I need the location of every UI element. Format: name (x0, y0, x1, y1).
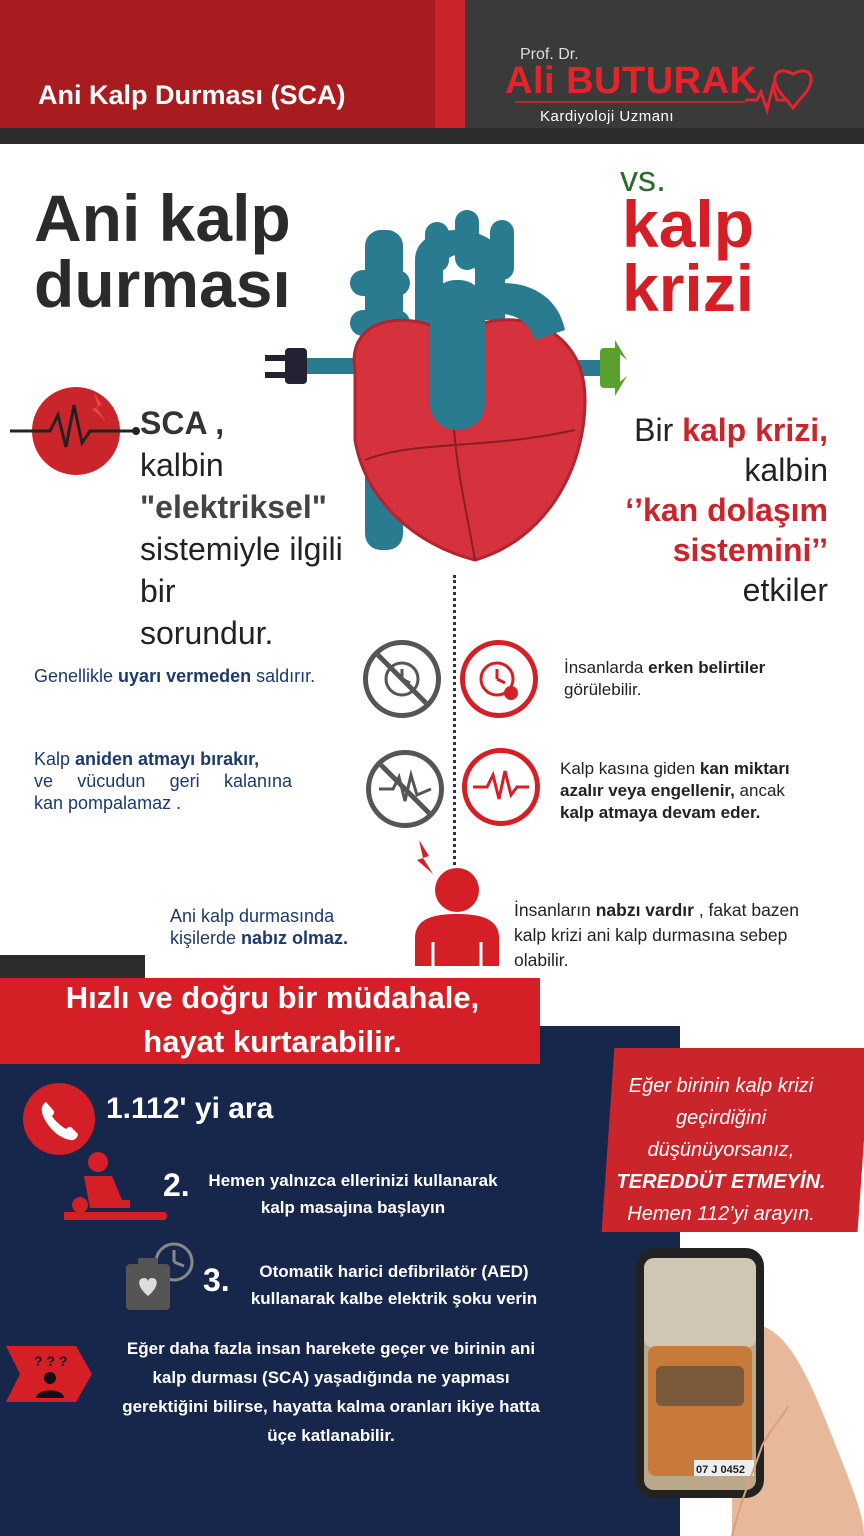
final-line2: kalp durması (SCA) yaşadığında ne yapması (152, 1368, 510, 1387)
brand-subtitle: Kardiyoloji Uzmanı (540, 108, 675, 125)
svg-text:? ? ?: ? ? ? (34, 1353, 68, 1369)
row3-left-text (170, 905, 348, 949)
sca-desc-line1: SCA , (140, 405, 225, 441)
row3-right-b: nabzı vardır (595, 900, 694, 920)
row1-left-a: Genellikle (34, 666, 119, 686)
row2-left-a: Kalp (34, 749, 76, 769)
versus-label: vs. (620, 158, 667, 199)
step3-number: 3. (203, 1262, 230, 1298)
mi-desc-line1a: Bir (634, 412, 683, 448)
row1-right-text (564, 657, 765, 701)
sca-desc-line5: bir (140, 573, 176, 609)
final-line4: üçe katlanabilir. (267, 1426, 395, 1445)
row2-left-d: kan pompalamaz . (34, 793, 182, 813)
row1-left-c: saldırır. (251, 666, 316, 686)
row2-left-text (34, 748, 292, 814)
step2-number: 2. (163, 1167, 190, 1203)
row1-left-text (34, 665, 315, 687)
header-accent-strip (435, 0, 465, 128)
hero-left-title (34, 181, 291, 321)
row2-right-b: kan miktarı (699, 759, 790, 778)
row2-left-c: ve vücudun geri kalanına (34, 771, 292, 791)
step2-line2: kalp masajına başlayın (260, 1198, 446, 1217)
banner-line2: hayat kurtarabilir. (143, 1024, 402, 1059)
mi-desc-line3: ‘’kan dolaşım (625, 492, 828, 528)
hero-left-line1: Ani kalp (34, 181, 291, 255)
phone-in-hand-illustration (612, 1246, 864, 1536)
question-person-icon (6, 1346, 92, 1402)
row2-right-d: ancak (734, 781, 785, 800)
row3-left-a: Ani kalp durmasında (170, 906, 335, 926)
row3-right-text (514, 898, 799, 973)
banner-line1: Hızlı ve doğru bir müdahale, (65, 980, 480, 1015)
sca-desc-line4: sistemiyle ilgili (140, 531, 343, 567)
row1-left-b: uyarı vermeden (118, 666, 252, 686)
row2-right-e: kalp atmaya devam eder. (560, 803, 761, 822)
brand-prefix: Prof. Dr. (520, 46, 579, 63)
final-line3: gerektiğini bilirse, hayatta kalma oranları ikiye hatta (122, 1397, 540, 1416)
mi-desc-line2: kalbin (744, 452, 828, 488)
step2-text (196, 1167, 510, 1221)
row2-right-a: Kalp kasına giden (560, 759, 700, 778)
header-divider (0, 128, 864, 144)
row3-right-e: olabilir. (514, 950, 569, 970)
callout-line3: düşünüyorsanız, (647, 1139, 795, 1161)
page-title: Ani Kalp Durması (SCA) (38, 80, 346, 110)
mi-desc-line4: sistemini’’ (672, 532, 828, 568)
row1-right-b: erken belirtiler (648, 658, 766, 677)
step1-text: 1.112' yi ara (106, 1092, 274, 1125)
callout-line2: geçirdiğini (675, 1107, 767, 1129)
no-pulse-icon (366, 750, 444, 828)
sca-desc-line3: "elektriksel" (140, 489, 327, 525)
row3-left-b: kişilerde (170, 928, 242, 948)
sca-desc-line6: sorundur. (140, 615, 274, 651)
final-note (96, 1334, 566, 1450)
ekg-icon (10, 385, 140, 477)
row2-right-text (560, 758, 790, 824)
no-clock-icon (363, 640, 441, 718)
callout-text (606, 1070, 836, 1230)
sca-desc-line2: kalbin (140, 447, 224, 483)
row3-right-a: İnsanların (514, 900, 596, 920)
pulse-icon (462, 748, 540, 826)
cpr-icon (60, 1150, 168, 1222)
mi-desc-line5: etkiler (742, 572, 828, 608)
step3-text (238, 1258, 550, 1312)
callout-line5: Hemen 112’yi arayın. (627, 1203, 815, 1225)
action-banner-text (20, 976, 525, 1064)
mi-description (600, 410, 828, 610)
row2-right-c: azalır veya engellenir, (560, 781, 735, 800)
row3-right-d: kalp krizi ani kalp durmasına sebep (514, 925, 788, 945)
row1-right-a: İnsanlarda (564, 658, 649, 677)
license-plate: 07 J 0452 (696, 1464, 745, 1476)
callout-line1: Eğer birinin kalp krizi (628, 1075, 814, 1097)
clock-icon (460, 640, 538, 718)
row1-right-c: görülebilir. (564, 680, 642, 699)
sca-description (140, 402, 343, 654)
mi-desc-line1b: kalp krizi, (682, 412, 828, 448)
hero-right-line2: krizi (622, 251, 755, 325)
step2-line1: Hemen yalnızca ellerinizi kullanarak (208, 1171, 498, 1190)
hero-right-line1: kalp (622, 187, 755, 261)
hero-left-line2: durması (34, 247, 291, 321)
callout-line4: TEREDDÜT ETMEYİN. (616, 1171, 826, 1193)
hero-right-title (622, 187, 755, 325)
row3-left-c: nabız olmaz. (241, 928, 349, 948)
band-shadow (0, 955, 145, 978)
brand-name: Ali BUTURAK (505, 60, 758, 102)
person-pulse-icon (405, 838, 515, 966)
final-line1: Eğer daha fazla insan harekete geçer ve birinin ani (126, 1339, 536, 1358)
row3-right-c: , fakat bazen (693, 900, 800, 920)
aed-icon (124, 1240, 198, 1314)
step3-line2: kullanarak kalbe elektrik şoku verin (250, 1289, 538, 1308)
center-divider (453, 575, 456, 865)
phone-icon (22, 1082, 96, 1156)
step3-line1: Otomatik harici defibrilatör (AED) (259, 1262, 529, 1281)
row2-left-b: aniden atmayı bırakır, (75, 749, 260, 769)
